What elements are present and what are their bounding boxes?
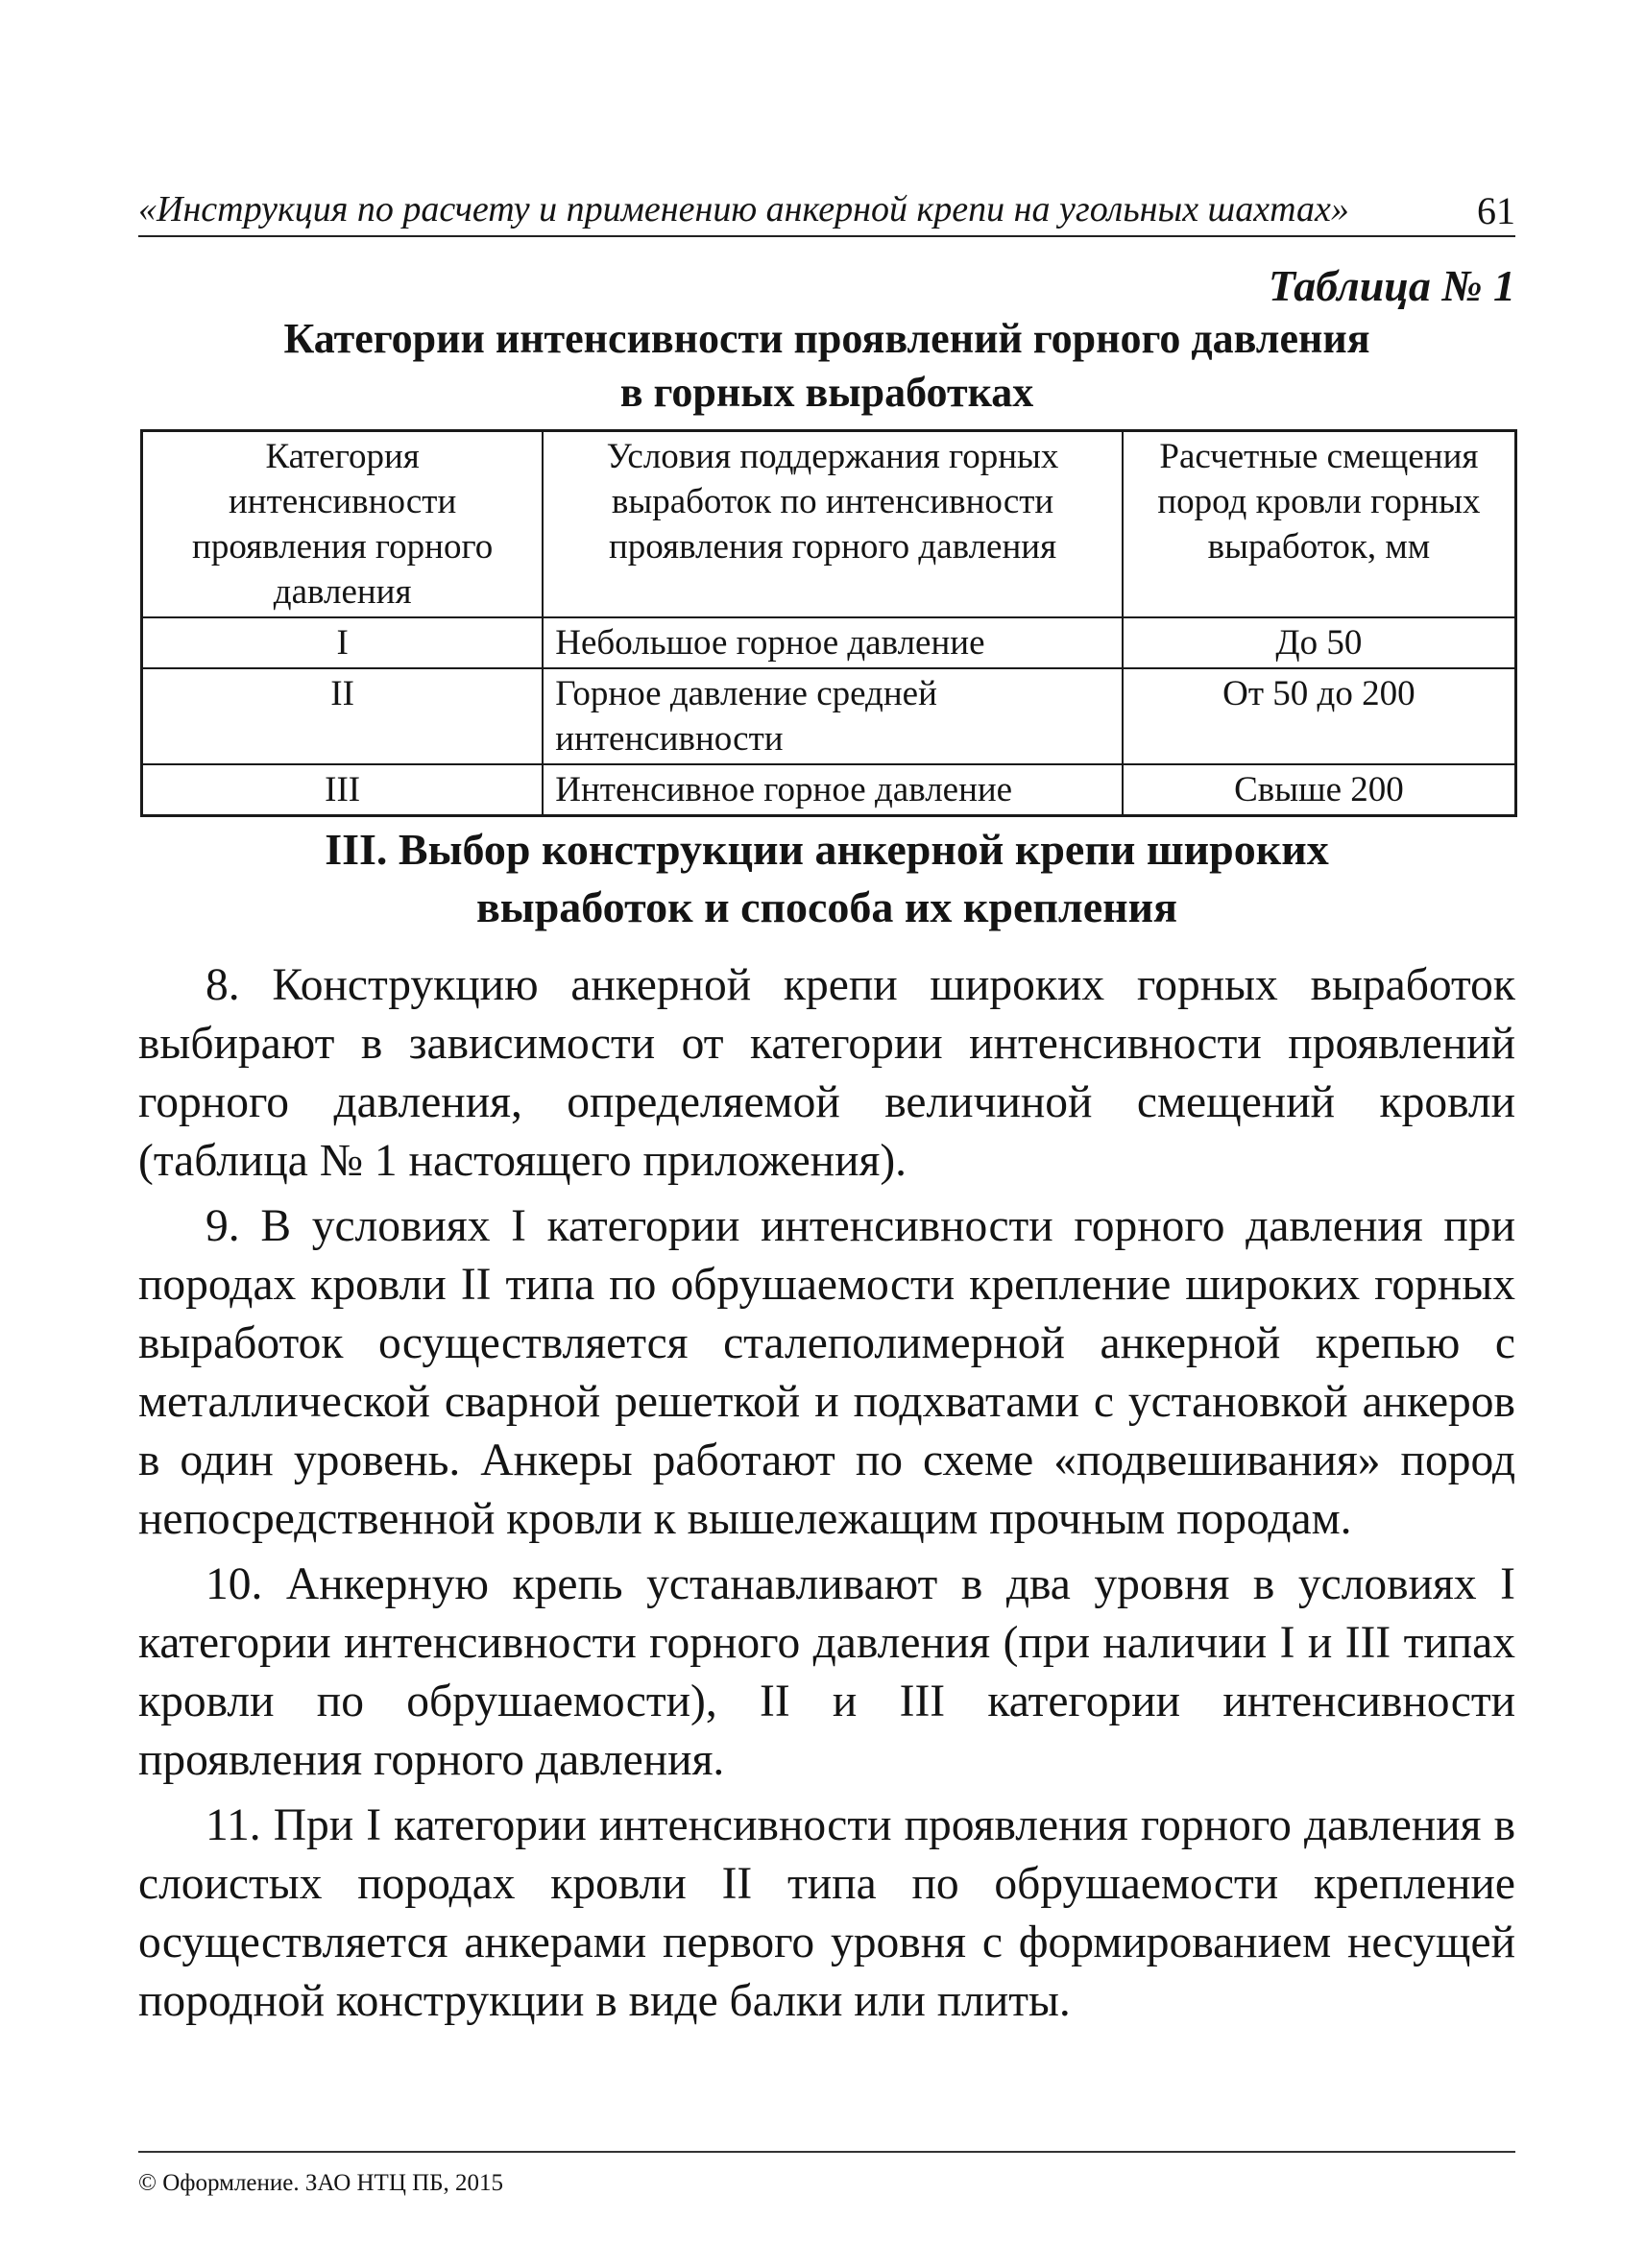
section-heading [138,821,1515,936]
table-row [142,617,1516,668]
table-header-row [142,431,1516,618]
table-label: Таблица № 1 [1268,261,1515,310]
paragraph-11: 11. При I категории интенсивности проявления горного давления в слоистых породах кровли II типа по обрушаемости крепление осуществляется анкерами первого уровня с формированием несущей породной конструкции в виде балки или плиты. [138,1800,1515,2026]
table-caption [138,312,1515,420]
column-header-category: Категория интенсивности проявления горного давления [142,431,544,618]
section-heading-line: III. Выбор конструкции анкерной крепи широких [325,825,1329,874]
running-header-title: «Инструкция по расчету и применению анкерной крепи на угольных шахтах» [138,189,1349,229]
column-header-displacement: Расчетные смещения пород кровли горных выработок, мм [1123,431,1516,618]
cell-condition: Небольшое горное давление [543,617,1123,668]
body-text [138,956,1515,2038]
section-heading-line: выработок и способа их крепления [475,882,1178,931]
page-number: 61 [1477,189,1515,232]
cell-category: I [142,617,544,668]
table-row [142,668,1516,764]
paragraph-8: 8. Конструкцию анкерной крепи широких горных выработок выбирают в зависимости от категории интенсивности проявлений горного давления, определяемой величиной смещений кровли (таблица № 1 настоящего приложения). [138,960,1515,1186]
running-header [138,185,1515,237]
cell-condition: Горное давление средней интенсивности [543,668,1123,764]
cell-displacement: Свыше 200 [1123,764,1516,816]
cell-displacement: До 50 [1123,617,1516,668]
table-row [142,764,1516,816]
column-header-conditions: Условия поддержания горных выработок по интенсивности проявления горного давления [543,431,1123,618]
paragraph-9: 9. В условиях I категории интенсивности горного давления при породах кровли II типа по обрушаемости крепление широких горных выработок осуществляется сталеполимерной анкерной крепью с металлической сварной решеткой и подхватами с установкой анкеров в один уровень. Анкеры работают по схеме «подвешивания» пород непосредственной кровли к вышележащим прочным породам. [138,1201,1515,1544]
cell-condition: Интенсивное горное давление [543,764,1123,816]
table-caption-line: Категории интенсивности проявлений горного давления [283,315,1370,362]
footer [138,2151,1515,2199]
cell-category: II [142,668,544,764]
cell-category: III [142,764,544,816]
paragraph-10: 10. Анкерную крепь устанавливают в два уровня в условиях I категории интенсивности горного давления (при наличии I и III типах кровли по обрушаемости), II и III категории интенсивности проявления горного давления. [138,1559,1515,1785]
cell-displacement: От 50 до 200 [1123,668,1516,764]
table-caption-line: в горных выработках [619,369,1034,416]
footer-copyright: © Оформление. ЗАО НТЦ ПБ, 2015 [138,2170,504,2196]
pressure-categories-table [140,429,1517,817]
